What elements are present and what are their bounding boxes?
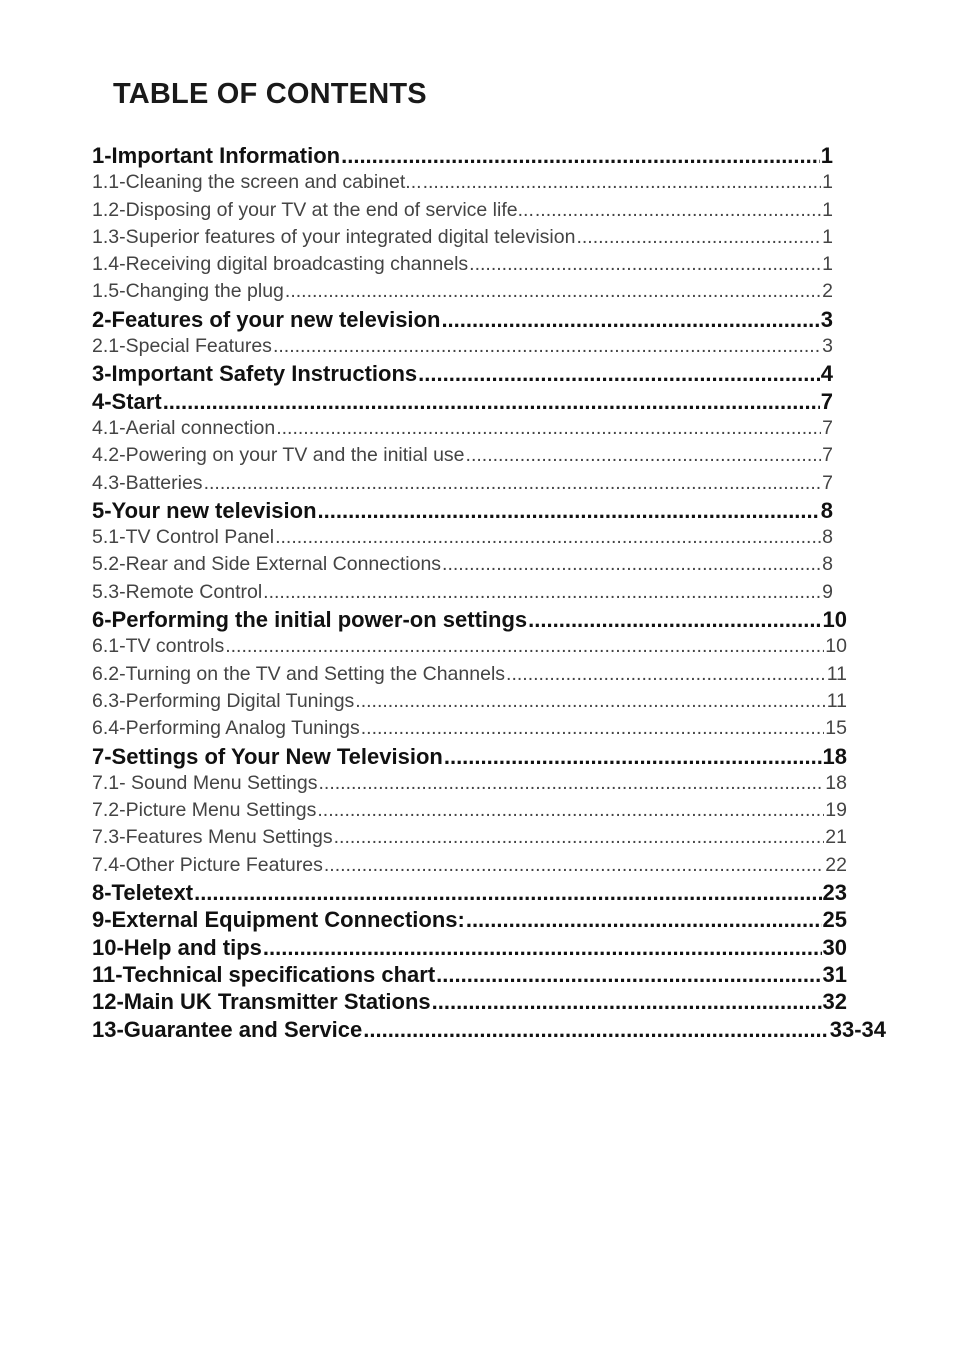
toc-leader [505, 661, 826, 688]
toc-entry-page: 30 [822, 934, 847, 960]
toc-entry[interactable] [92, 961, 847, 988]
toc-entry-title: 7.2-Picture Menu Settings [92, 799, 317, 822]
toc-leader [422, 169, 822, 196]
toc-leader [284, 278, 821, 305]
toc-leader [431, 988, 822, 1015]
toc-leader [275, 415, 821, 442]
toc-entry-title: 5.1-TV Control Panel [92, 526, 275, 549]
toc-entry[interactable] [92, 579, 833, 606]
toc-entry-page: 10 [822, 607, 847, 633]
toc-entry-title: 5.3-Remote Control [92, 580, 263, 603]
toc-leader [262, 934, 822, 961]
toc-leader [323, 852, 824, 879]
toc-entry[interactable] [92, 524, 833, 551]
toc-entry[interactable] [92, 934, 847, 961]
toc-entry[interactable] [92, 743, 847, 770]
toc-entry-title: 1.1-Cleaning the screen and cabinet... [92, 171, 422, 194]
toc-entry-title: 7-Settings of Your New Television [92, 743, 443, 769]
toc-entry[interactable] [92, 278, 833, 305]
toc-leader [203, 470, 822, 497]
toc-entry-page: 9 [822, 580, 833, 603]
toc-entry[interactable] [92, 142, 833, 169]
toc-entry-title: 11-Technical specifications chart [92, 961, 436, 987]
toc-entry-title: 6-Performing the initial power-on settings [92, 607, 528, 633]
toc-leader [441, 551, 821, 578]
toc-entry-title: 13-Guarantee and Service [92, 1016, 363, 1042]
toc-leader [534, 197, 821, 224]
toc-entry-page: 18 [825, 771, 847, 794]
toc-entry-page: 1 [822, 225, 833, 248]
toc-entry-page: 7 [822, 471, 833, 494]
toc-entry-page: 11 [826, 662, 847, 685]
toc-entry-title: 4.3-Batteries [92, 471, 203, 494]
toc-entry-title: 6.4-Performing Analog Tunings [92, 717, 360, 740]
toc-entry[interactable] [92, 1016, 886, 1043]
toc-entry-page: 7 [822, 444, 833, 467]
toc-leader [435, 961, 821, 988]
toc-leader [362, 1016, 828, 1043]
toc-entry-title: 9-External Equipment Connections: [92, 907, 465, 933]
toc-entry-page: 25 [822, 907, 847, 933]
toc-entry[interactable] [92, 306, 833, 333]
toc-leader [317, 770, 824, 797]
toc-entry[interactable] [92, 770, 847, 797]
toc-leader [274, 524, 821, 551]
toc-entry-title: 1.3-Superior features of your integrated digital television [92, 225, 576, 248]
toc-entry-page: 22 [825, 853, 847, 876]
toc-entry[interactable] [92, 852, 847, 879]
toc-leader [317, 497, 820, 524]
toc-entry-title: 4.1-Aerial connection [92, 416, 276, 439]
toc-leader [262, 579, 821, 606]
toc-entry-page: 10 [825, 635, 847, 658]
toc-entry[interactable] [92, 169, 833, 196]
toc-entry[interactable] [92, 688, 847, 715]
toc-entry-title: 6.3-Performing Digital Tunings [92, 689, 355, 712]
toc-entry-page: 8 [822, 553, 833, 576]
toc-entry-page: 19 [825, 799, 847, 822]
toc-entry-page: 33-34 [829, 1016, 886, 1042]
toc-entry-title: 5.2-Rear and Side External Connections [92, 553, 442, 576]
toc-entry-title: 4-Start [92, 388, 162, 414]
toc-leader [272, 333, 821, 360]
page-title: TABLE OF CONTENTS [113, 78, 427, 110]
toc-entry[interactable] [92, 197, 833, 224]
toc-leader [316, 797, 824, 824]
toc-entry[interactable] [92, 470, 833, 497]
toc-entry[interactable] [92, 988, 847, 1015]
toc-entry-title: 5-Your new television [92, 497, 317, 523]
toc-leader [527, 606, 821, 633]
toc-leader [193, 879, 821, 906]
toc-entry[interactable] [92, 224, 833, 251]
toc-entry[interactable] [92, 251, 833, 278]
toc-entry-page: 11 [826, 689, 847, 712]
toc-entry-title: 4.2-Powering on your TV and the initial use [92, 444, 465, 467]
toc-entry-page: 32 [822, 989, 847, 1015]
toc-entry[interactable] [92, 824, 847, 851]
toc-entry-title: 12-Main UK Transmitter Stations [92, 989, 431, 1015]
toc-leader [465, 442, 822, 469]
toc-entry-page: 31 [822, 961, 847, 987]
toc-entry-page: 3 [822, 335, 833, 358]
toc-leader [468, 251, 821, 278]
toc-entry-page: 2 [822, 280, 833, 303]
toc-entry-page: 7 [820, 388, 833, 414]
toc-leader [333, 824, 825, 851]
toc-entry-page: 23 [822, 880, 847, 906]
toc-entry-page: 8 [820, 497, 833, 523]
toc-entry-page: 1 [822, 253, 833, 276]
toc-leader [575, 224, 821, 251]
toc-entry-title: 8-Teletext [92, 880, 194, 906]
toc-entry-title: 6.1-TV controls [92, 635, 225, 658]
toc-entry[interactable] [92, 906, 847, 933]
toc-leader [354, 688, 825, 715]
toc-entry-page: 21 [825, 826, 847, 849]
toc-entry[interactable] [92, 715, 847, 742]
toc-entry[interactable] [92, 360, 833, 387]
toc-entry-title: 1.2-Disposing of your TV at the end of service life... [92, 198, 534, 221]
toc-entry[interactable] [92, 442, 833, 469]
toc-entry[interactable] [92, 415, 833, 442]
toc-entry[interactable] [92, 797, 847, 824]
toc-entry-title: 1.5-Changing the plug [92, 280, 284, 303]
toc-entry-page: 1 [822, 171, 833, 194]
toc-leader [360, 715, 825, 742]
table-of-contents [92, 142, 892, 1043]
toc-leader [443, 743, 822, 770]
toc-entry[interactable] [92, 388, 833, 415]
toc-leader [440, 306, 819, 333]
toc-leader [340, 142, 820, 169]
toc-entry-title: 6.2-Turning on the TV and Setting the Channels [92, 662, 506, 685]
toc-entry-page: 1 [822, 198, 833, 221]
toc-entry-title: 7.1- Sound Menu Settings [92, 771, 318, 794]
toc-entry-page: 8 [822, 526, 833, 549]
toc-entry-title: 10-Help and tips [92, 934, 262, 960]
toc-entry-title: 3-Important Safety Instructions [92, 361, 418, 387]
toc-entry[interactable] [92, 633, 847, 660]
toc-entry[interactable] [92, 879, 847, 906]
toc-entry-title: 7.3-Features Menu Settings [92, 826, 333, 849]
toc-entry[interactable] [92, 661, 847, 688]
toc-entry-title: 7.4-Other Picture Features [92, 853, 323, 876]
toc-entry[interactable] [92, 551, 833, 578]
toc-entry-page: 18 [822, 743, 847, 769]
toc-leader [162, 388, 820, 415]
toc-entry-title: 2.1-Special Features [92, 335, 272, 358]
toc-entry-title: 1-Important Information [92, 143, 341, 168]
toc-entry-page: 4 [820, 361, 833, 387]
toc-leader [465, 906, 822, 933]
toc-entry-page: 7 [822, 416, 833, 439]
toc-leader [224, 633, 824, 660]
toc-entry-title: 1.4-Receiving digital broadcasting channels [92, 253, 469, 276]
toc-leader [417, 360, 820, 387]
toc-entry[interactable] [92, 497, 833, 524]
toc-entry[interactable] [92, 333, 833, 360]
toc-entry-page: 15 [825, 717, 847, 740]
toc-entry-page: 1 [820, 143, 833, 168]
toc-entry[interactable] [92, 606, 847, 633]
toc-entry-page: 3 [820, 306, 833, 332]
toc-entry-title: 2-Features of your new television [92, 306, 441, 332]
